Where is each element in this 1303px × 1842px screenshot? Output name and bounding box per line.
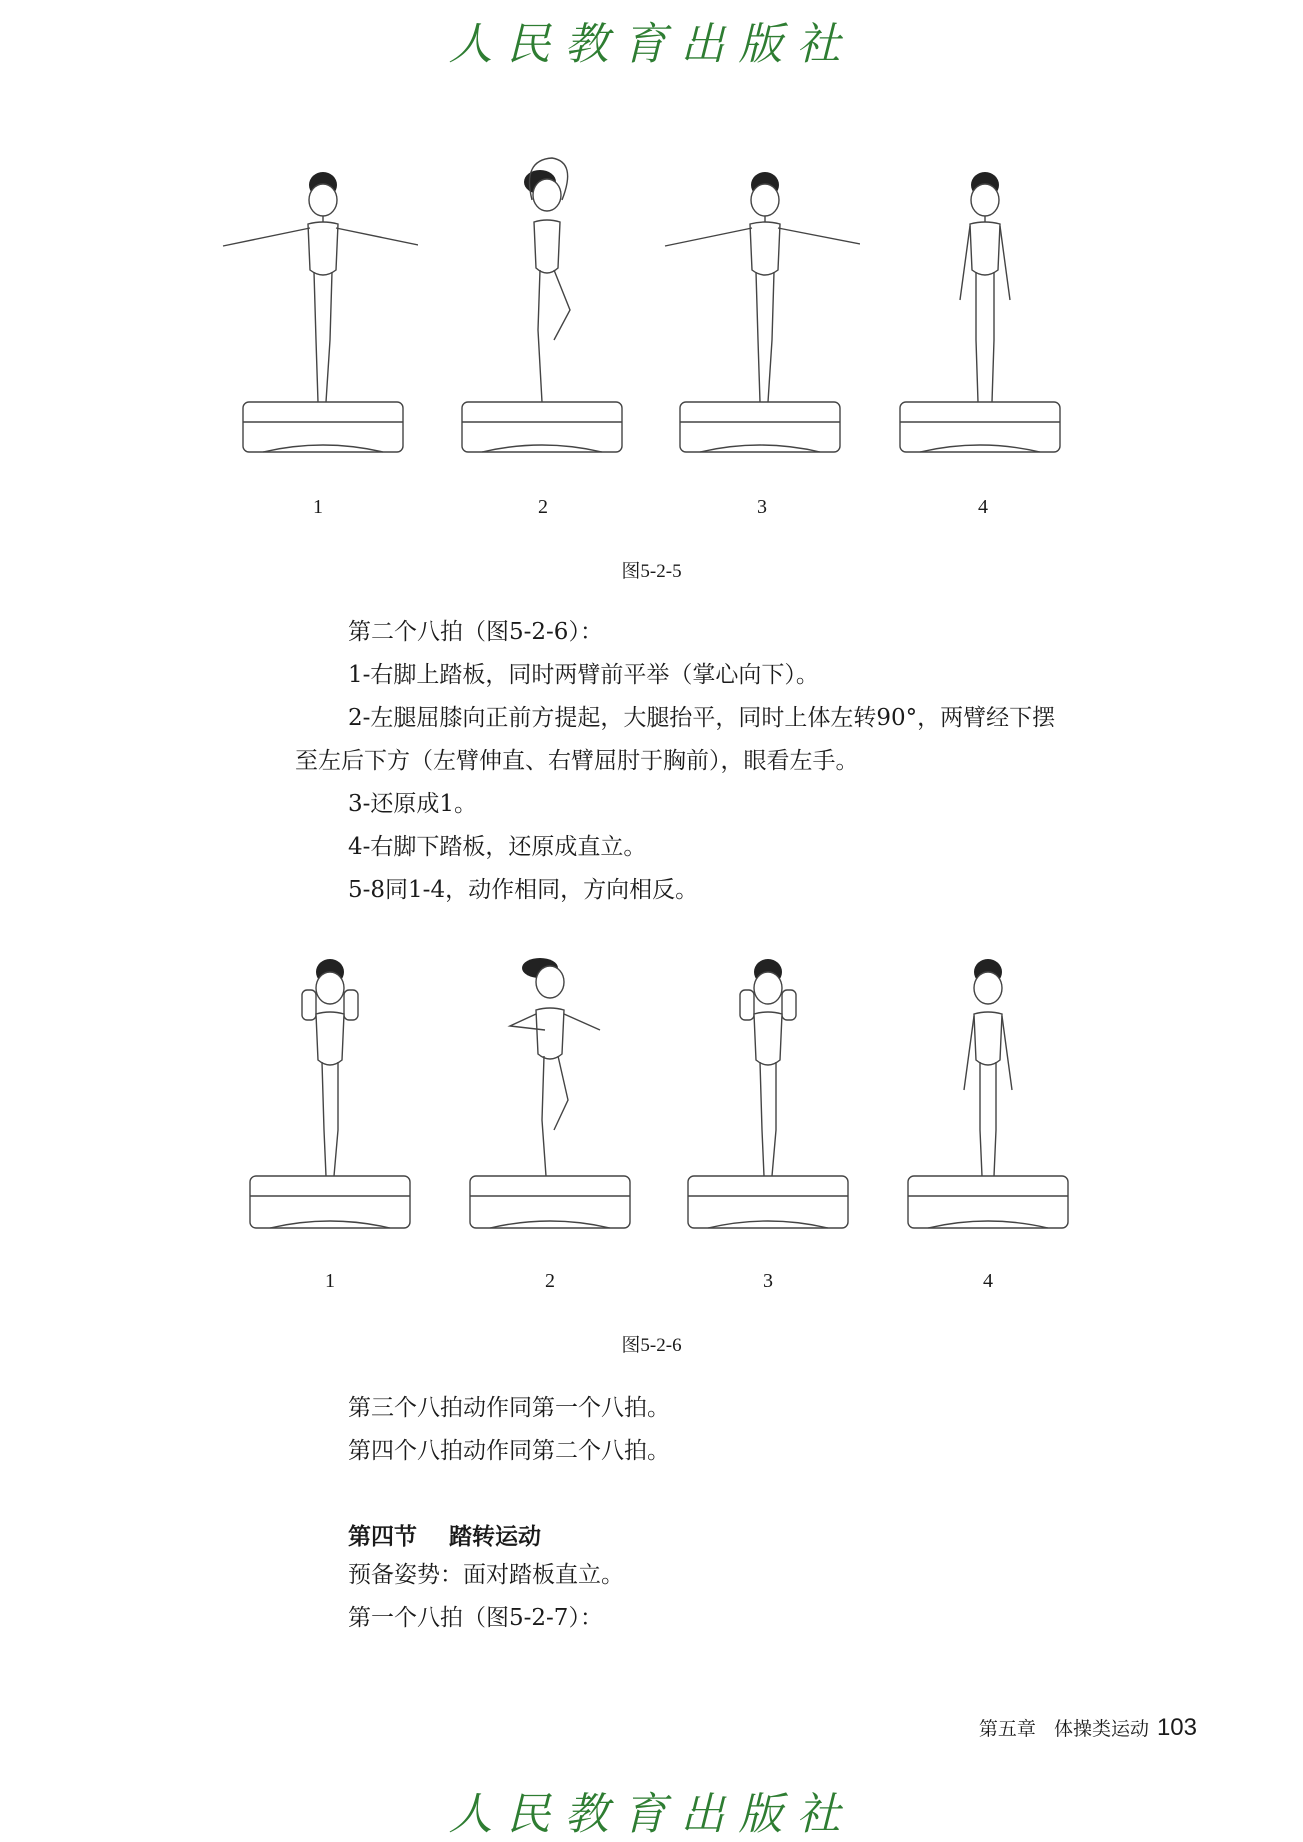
- figure-number: 3: [757, 496, 767, 518]
- figure-number: 1: [325, 1270, 335, 1292]
- gymnast-pose-4: [888, 930, 1088, 1260]
- gymnast-pose-1: [230, 930, 430, 1260]
- figure-number: 2: [545, 1270, 555, 1292]
- figure-number: 4: [983, 1270, 993, 1292]
- text-line: 2-左腿屈膝向正前方提起，大腿抬平，同时上体左转90°，两臂经下摆: [348, 705, 1056, 731]
- text-line: 4-右脚下踏板，还原成直立。: [348, 834, 647, 860]
- chapter-title: 第五章 体操类运动: [978, 1718, 1149, 1740]
- gymnast-pose-2: [450, 930, 650, 1260]
- section-heading: 第四节 踏转运动: [348, 1524, 542, 1550]
- publisher-logo-bottom: 人民教育出版社: [448, 1789, 855, 1840]
- gymnast-pose-1: [218, 140, 418, 470]
- text-line: 1-右脚上踏板，同时两臂前平举（掌心向下）。: [348, 662, 819, 688]
- gymnast-pose-2: [442, 140, 642, 470]
- figure-5-2-5: [0, 140, 1303, 470]
- text-line: 第三个八拍动作同第一个八拍。: [348, 1395, 670, 1421]
- page-footer: [967, 1692, 1197, 1742]
- text-line: 至左后下方（左臂伸直、右臂屈肘于胸前），眼看左手。: [295, 748, 859, 774]
- figure-5-2-6: [0, 930, 1303, 1260]
- figure-number: 4: [978, 496, 988, 518]
- text-line: 3-还原成1。: [348, 791, 478, 817]
- gymnast-pose-3: [668, 930, 868, 1260]
- gymnast-pose-4: [880, 140, 1080, 470]
- figure-caption: 图5-2-5: [621, 561, 682, 582]
- figure-number: 3: [763, 1270, 773, 1292]
- publisher-logo-top: 人民教育出版社: [448, 19, 855, 70]
- text-line: 第一个八拍（图5-2-7）：: [348, 1605, 603, 1631]
- gymnast-pose-3: [660, 140, 860, 470]
- figure-number: 1: [313, 496, 323, 518]
- figure-caption: 图5-2-6: [621, 1335, 682, 1356]
- page-number: 103: [1156, 1714, 1197, 1741]
- figure-number: 2: [538, 496, 548, 518]
- text-line: 第四个八拍动作同第二个八拍。: [348, 1438, 670, 1464]
- text-line: 第二个八拍（图5-2-6）：: [348, 619, 603, 645]
- text-line: 预备姿势：面对踏板直立。: [348, 1562, 624, 1588]
- text-line: 5-8同1-4，动作相同，方向相反。: [348, 877, 699, 903]
